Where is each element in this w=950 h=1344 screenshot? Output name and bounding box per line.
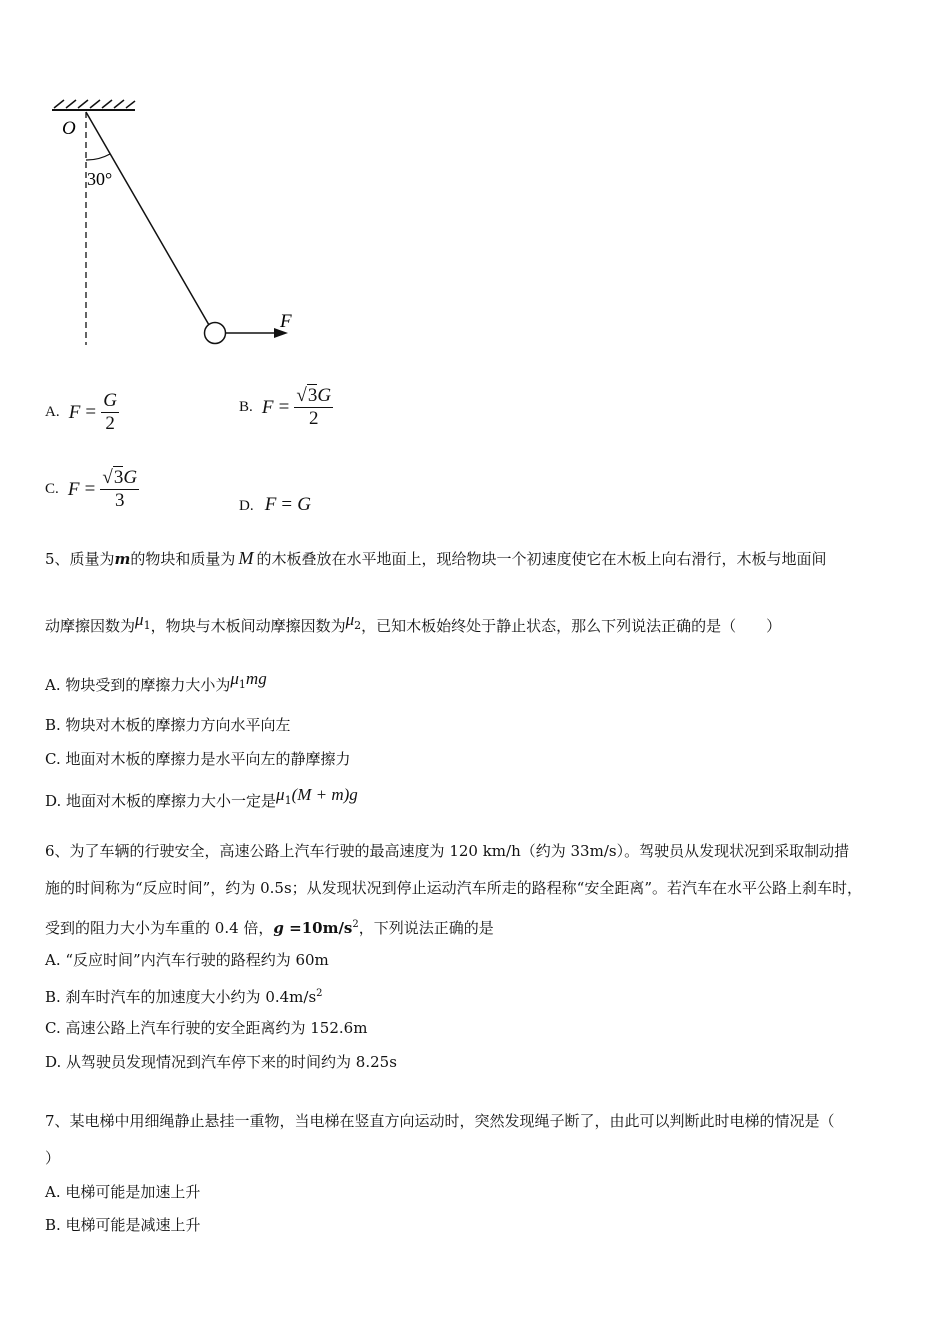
q6-option-c[interactable]: C. 高速公路上汽车行驶的安全距离约为 152.6m <box>45 1019 368 1037</box>
fraction: $\frac{G}{2}$ <box>103 390 117 434</box>
q4-option-b[interactable]: B. F = $\frac{√3G}{2}$ <box>239 385 332 429</box>
q6-stem-line2: 施的时间称为“反应时间”，约为 0.5s；从发现状况到停止运动汽车所走的路程称“安全距离”。若汽车在水平公路上刹车时， <box>45 879 862 897</box>
q4-option-d[interactable]: D. F = G <box>239 494 311 515</box>
point-label: O <box>62 118 76 139</box>
ball <box>205 323 226 344</box>
q5-option-b[interactable]: B. 物块对木板的摩擦力方向水平向左 <box>45 716 291 734</box>
ceiling-hatch <box>54 100 135 108</box>
pendulum-figure <box>40 90 320 360</box>
option-letter: C. <box>45 481 59 497</box>
option-letter: D. <box>239 498 254 514</box>
q4-option-c[interactable]: C. F = $\frac{√3G}{3}$ <box>45 467 138 511</box>
angle-arc <box>86 154 110 160</box>
string-line <box>86 112 209 325</box>
q5-option-d[interactable]: D. 地面对木板的摩擦力大小一定是μ1(M + m)g <box>45 785 358 810</box>
q6-stem-line1: 6、为了车辆的行驶安全，高速公路上汽车行驶的最高速度为 120 km/h（约为 33m/s）。驾驶员从发现状况到采取制动措 <box>45 842 850 860</box>
q5-stem-line1: 5、质量为m的物块和质量为 M 的木板叠放在水平地面上，现给物块一个初速度使它在木板上向右滑行，木板与地面间 <box>45 548 827 568</box>
q7-option-b[interactable]: B. 电梯可能是减速上升 <box>45 1216 201 1234</box>
q6-option-b[interactable]: B. 刹车时汽车的加速度大小约为 $0.4m/s^2$ <box>45 988 323 1006</box>
q6-stem-line3: 受到的阻力大小为车重的 0.4 倍，$g =10m/s^2$，下列说法正确的是 <box>45 919 494 937</box>
angle-label: 30° <box>87 169 113 189</box>
force-label: F <box>280 311 292 332</box>
q6-option-d[interactable]: D. 从驾驶员发现情况到汽车停下来的时间约为 8.25s <box>45 1053 397 1071</box>
option-letter: A. <box>45 404 60 420</box>
q5-option-c[interactable]: C. 地面对木板的摩擦力是水平向左的静摩擦力 <box>45 750 351 768</box>
option-letter: B. <box>239 399 253 415</box>
fraction: $\frac{√3G}{2}$ <box>296 385 332 429</box>
fraction: $\frac{√3G}{3}$ <box>102 467 138 511</box>
q7-option-a[interactable]: A. 电梯可能是加速上升 <box>45 1183 201 1201</box>
q5-stem-line2: 动摩擦因数为μ1，物块与木板间动摩擦因数为μ2，已知木板始终处于静止状态，那么下列说法正确的是（ ） <box>45 610 782 635</box>
q7-stem-line1: 7、某电梯中用细绳静止悬挂一重物，当电梯在竖直方向运动时，突然发现绳子断了，由此可以判断此时电梯的情况是（ <box>45 1112 835 1130</box>
q5-option-a[interactable]: A. 物块受到的摩擦力大小为μ1mg <box>45 669 267 694</box>
q4-option-a[interactable]: A. F = $\frac{G}{2}$ <box>45 390 117 434</box>
q6-option-a[interactable]: A. “反应时间”内汽车行驶的路程约为 60m <box>45 951 329 969</box>
q7-stem-line2: ） <box>45 1149 61 1167</box>
